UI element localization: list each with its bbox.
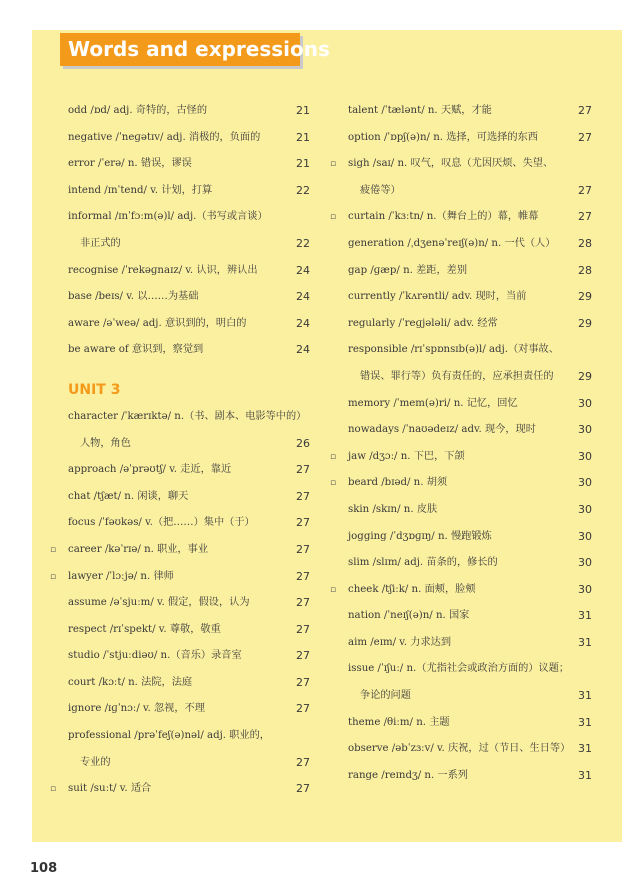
entry-page: 27 [296, 782, 310, 796]
glossary-entry [58, 125, 310, 152]
entry-page: 27 [296, 596, 310, 610]
glossary-entry [330, 151, 592, 178]
entry-page: 29 [578, 316, 592, 330]
entry-page: 27 [296, 463, 310, 477]
entry-text: 人物，角色 [80, 437, 131, 449]
entry-text: curtain /ˈkɜːtn/ n.（舞台上的）幕，帷幕 [348, 211, 539, 223]
glossary-entry [58, 404, 310, 431]
glossary-entry [58, 337, 310, 364]
glossary-entry [58, 723, 310, 750]
entry-text: range /reɪndʒ/ n. 一系列 [348, 769, 468, 781]
right-entries [330, 98, 592, 789]
glossary-entry [338, 550, 592, 577]
entry-page: 30 [578, 502, 592, 516]
entry-text: regularly /ˈreɡjələli/ adv. 经常 [348, 317, 498, 329]
glossary-entry-continuation [58, 231, 310, 258]
glossary-entry [58, 457, 310, 484]
entry-text: ignore /ɪɡˈnɔː/ v. 忽视，不理 [68, 703, 205, 715]
entry-text: sigh /saɪ/ n. 叹气，叹息（尤因厌烦、失望、 [348, 158, 554, 170]
glossary-entry-continuation [338, 364, 592, 391]
glossary-entry [338, 656, 592, 683]
glossary-entry [50, 776, 310, 803]
unit-heading: UNIT 3 [68, 381, 121, 398]
glossary-entry-continuation [58, 431, 310, 458]
entry-text: slim /slɪm/ adj. 苗条的，修长的 [348, 557, 498, 569]
entry-page: 27 [296, 489, 310, 503]
entry-text: beard /bɪəd/ n. 胡须 [348, 477, 448, 489]
entry-text: aware /əˈweə/ adj. 意识到的，明白的 [68, 317, 247, 329]
glossary-entry [58, 311, 310, 338]
entry-page: 22 [296, 183, 310, 197]
entry-page: 24 [296, 263, 310, 277]
glossary-entry [338, 231, 592, 258]
entry-page: 31 [578, 689, 592, 703]
entry-page: 27 [296, 675, 310, 689]
entry-text: 非正式的 [80, 237, 121, 249]
entry-text: jaw /dʒɔː/ n. 下巴，下颌 [348, 450, 465, 462]
entry-text: studio /ˈstjuːdiəʊ/ n.（音乐）录音室 [68, 650, 242, 662]
glossary-entry [58, 151, 310, 178]
glossary-entry [58, 590, 310, 617]
entry-text: cheek /tʃiːk/ n. 面颊，脸颊 [348, 583, 476, 595]
glossary-entry [50, 564, 310, 591]
glossary-entry [58, 204, 310, 231]
entry-text: issue /ˈɪʃuː/ n.（尤指社会或政治方面的）议题； [348, 663, 570, 675]
glossary-entry [58, 696, 310, 723]
glossary-entry [58, 258, 310, 285]
entry-page: 22 [296, 236, 310, 250]
entry-page: 27 [296, 542, 310, 556]
entry-text: recognise /ˈrekəɡnaɪz/ v. 认识，辨认出 [68, 264, 258, 276]
entry-page: 26 [296, 436, 310, 450]
entry-text: responsible /rɪˈspɒnsɪb(ə)l/ adj.（对事故、 [348, 344, 559, 356]
entry-page: 30 [578, 529, 592, 543]
entry-text: 错误、罪行等）负有责任的，应承担责任的 [360, 370, 554, 382]
glossary-entry-continuation [338, 683, 592, 710]
bullet-icon: ▫ [50, 784, 57, 795]
glossary-entry [338, 524, 592, 551]
entry-page: 30 [578, 396, 592, 410]
entry-text: intend /ɪnˈtend/ v. 计划，打算 [68, 184, 213, 196]
entry-page: 27 [578, 130, 592, 144]
glossary-entry-continuation [338, 178, 592, 205]
entry-text: 争论的问题 [360, 690, 411, 702]
entry-page: 24 [296, 343, 310, 357]
glossary-entry [330, 577, 592, 604]
right-column [330, 98, 592, 789]
glossary-entry [338, 337, 592, 364]
entry-text: 疲倦等） [360, 184, 401, 196]
glossary-entry [330, 470, 592, 497]
entry-page: 21 [296, 157, 310, 171]
glossary-entry [330, 204, 592, 231]
glossary-entry [50, 537, 310, 564]
glossary-entry [338, 417, 592, 444]
section-title: Words and expressions [60, 33, 300, 66]
entry-text: currently /ˈkʌrəntli/ adv. 现时，当前 [348, 291, 527, 303]
glossary-entry [58, 617, 310, 644]
glossary-entry [338, 710, 592, 737]
entry-page: 30 [578, 423, 592, 437]
entry-text: respect /rɪˈspekt/ v. 尊敬，敬重 [68, 623, 221, 635]
entry-text: gap /ɡæp/ n. 差距，差别 [348, 264, 468, 276]
entry-text: nation /ˈneɪʃ(ə)n/ n. 国家 [348, 610, 470, 622]
bullet-icon: ▫ [50, 571, 57, 582]
glossary-entry [338, 497, 592, 524]
entry-page: 28 [578, 263, 592, 277]
entry-page: 27 [296, 755, 310, 769]
entry-text: negative /ˈneɡətɪv/ adj. 消极的，负面的 [68, 131, 261, 143]
entry-text: theme /θiːm/ n. 主题 [348, 716, 450, 728]
entry-text: memory /ˈmem(ə)ri/ n. 记忆，回忆 [348, 397, 518, 409]
glossary-entry [338, 284, 592, 311]
entry-page: 30 [578, 476, 592, 490]
glossary-entry [58, 670, 310, 697]
glossary-entry [58, 643, 310, 670]
entry-text: character /ˈkærɪktə/ n.（书、剧本、电影等中的） [68, 410, 307, 422]
glossary-entry [58, 284, 310, 311]
entry-text: skin /skɪn/ n. 皮肤 [348, 503, 438, 515]
left-top-entries [58, 98, 310, 364]
glossary-entry [58, 484, 310, 511]
entry-page: 29 [578, 290, 592, 304]
entry-page: 24 [296, 316, 310, 330]
entry-page: 21 [296, 130, 310, 144]
glossary-entry [330, 444, 592, 471]
entry-page: 31 [578, 742, 592, 756]
entry-page: 21 [296, 104, 310, 117]
entry-text: court /kɔːt/ n. 法院，法庭 [68, 676, 193, 688]
entry-text: nowadays /ˈnaʊədeɪz/ adv. 现今，现时 [348, 424, 536, 436]
glossary-entry [338, 630, 592, 657]
entry-page: 27 [578, 104, 592, 117]
bullet-icon: ▫ [330, 478, 337, 489]
entry-text: suit /suːt/ v. 适合 [68, 783, 152, 795]
entry-page: 27 [578, 210, 592, 224]
entry-text: focus /ˈfəʊkəs/ v.（把……）集中（于） [68, 517, 255, 529]
glossary-entry [338, 736, 592, 763]
entry-page: 27 [296, 516, 310, 530]
entry-text: observe /əbˈzɜːv/ v. 庆祝，过（节日、生日等） [348, 743, 571, 755]
entry-text: career /kəˈrɪə/ n. 职业，事业 [68, 543, 209, 555]
entry-page: 27 [296, 649, 310, 663]
glossary-entry [338, 763, 592, 790]
glossary-entry [338, 98, 592, 125]
entry-text: be aware of 意识到，察觉到 [68, 344, 204, 356]
entry-text: assume /əˈsjuːm/ v. 假定，假设，认为 [68, 597, 250, 609]
entry-text: jogging /ˈdʒɒɡɪŋ/ n. 慢跑锻炼 [348, 530, 492, 542]
glossary-entry-continuation [58, 750, 310, 777]
bullet-icon: ▫ [330, 584, 337, 595]
entry-page: 30 [578, 556, 592, 570]
entry-page: 31 [578, 609, 592, 623]
glossary-entry [58, 98, 310, 125]
entry-page: 31 [578, 635, 592, 649]
entry-page: 31 [578, 768, 592, 782]
entry-text: talent /ˈtælənt/ n. 天赋，才能 [348, 105, 492, 116]
entry-page: 28 [578, 236, 592, 250]
entry-text: odd /ɒd/ adj. 奇特的，古怪的 [68, 105, 208, 116]
entry-text: chat /tʃæt/ n. 闲谈，聊天 [68, 490, 189, 502]
bullet-icon: ▫ [330, 212, 337, 223]
entry-text: option /ˈɒpʃ(ə)n/ n. 选择，可选择的东西 [348, 131, 538, 143]
entry-page: 27 [296, 702, 310, 716]
entry-text: 专业的 [80, 756, 111, 768]
entry-text: professional /prəˈfeʃ(ə)nəl/ adj. 职业的， [68, 730, 270, 742]
entry-page: 31 [578, 715, 592, 729]
entry-page: 27 [578, 183, 592, 197]
entry-page: 27 [296, 569, 310, 583]
glossary-entry [338, 258, 592, 285]
entry-page: 24 [296, 290, 310, 304]
bullet-icon: ▫ [330, 159, 337, 170]
bullet-icon: ▫ [50, 544, 57, 555]
entry-page: 30 [578, 582, 592, 596]
bullet-icon: ▫ [330, 451, 337, 462]
entry-text: generation /ˌdʒenəˈreɪʃ(ə)n/ n. 一代（人） [348, 237, 556, 249]
glossary-entry [338, 125, 592, 152]
glossary-entry [338, 311, 592, 338]
page-number: 108 [30, 861, 58, 876]
glossary-entry [58, 510, 310, 537]
entry-text: aim /eɪm/ v. 力求达到 [348, 636, 452, 648]
left-bottom-entries [50, 404, 310, 803]
entry-text: error /ˈerə/ n. 错误，谬误 [68, 158, 192, 170]
left-column [50, 98, 310, 803]
entry-page: 27 [296, 622, 310, 636]
glossary-entry [338, 603, 592, 630]
entry-text: informal /ɪnˈfɔːm(ə)l/ adj.（书写或言谈） [68, 211, 268, 223]
entry-page: 29 [578, 369, 592, 383]
glossary-entry [58, 178, 310, 205]
glossary-entry [338, 391, 592, 418]
entry-page: 30 [578, 449, 592, 463]
entry-text: lawyer /ˈlɔːjə/ n. 律师 [68, 570, 174, 582]
entry-text: base /beɪs/ v. 以……为基础 [68, 291, 199, 303]
entry-text: approach /əˈprəʊtʃ/ v. 走近，靠近 [68, 464, 232, 476]
